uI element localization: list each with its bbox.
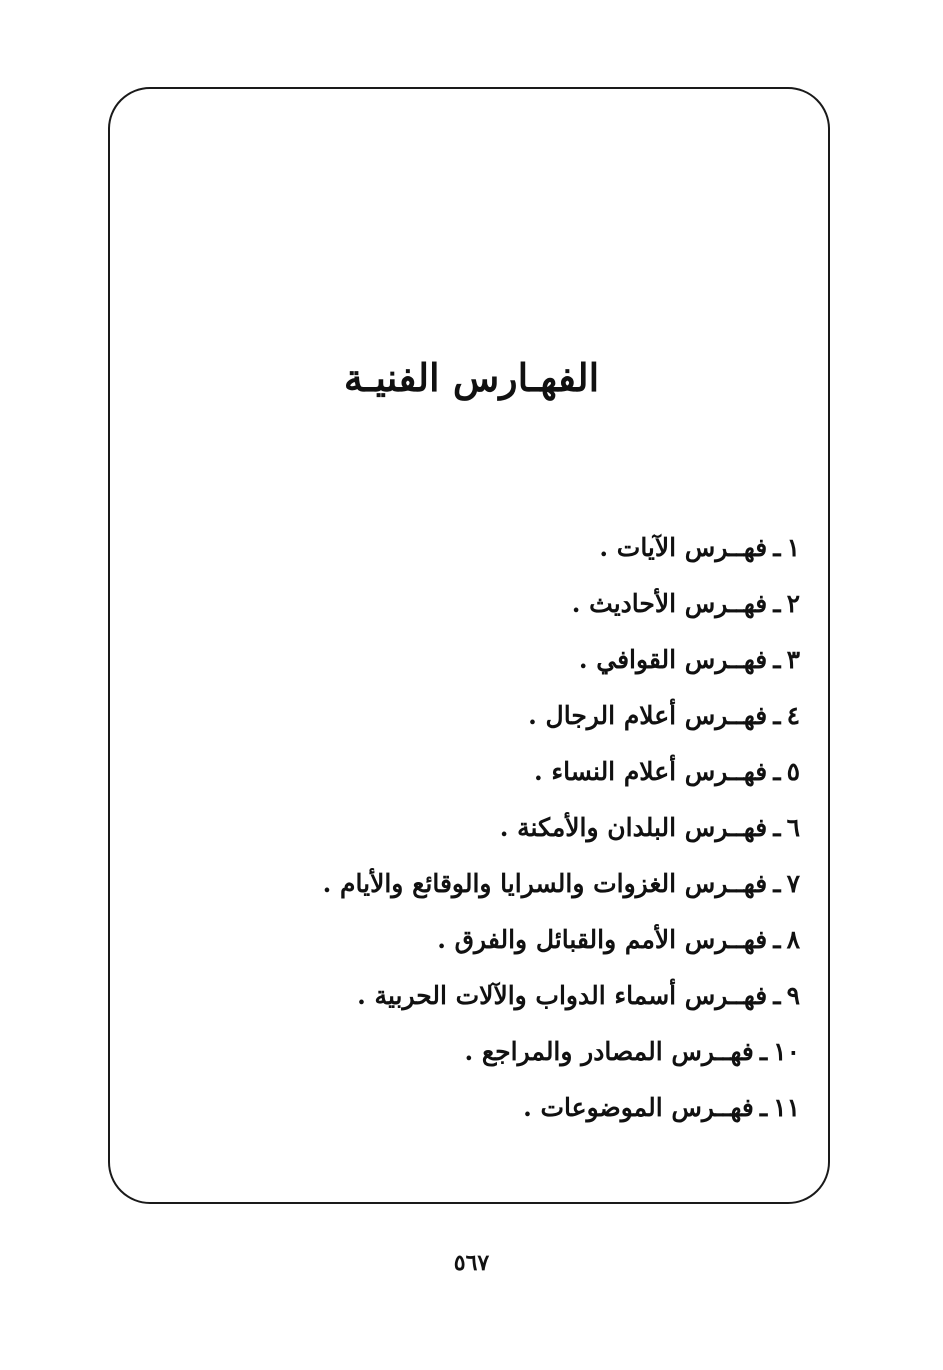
index-item-text: فهــرس أعلام الرجال . bbox=[528, 701, 768, 730]
index-item-separator: ـ bbox=[773, 757, 781, 786]
page-title: الفهـارس الفنيـة bbox=[343, 355, 600, 400]
index-item-text: فهــرس البلدان والأمكنة . bbox=[499, 813, 768, 842]
index-item-separator: ـ bbox=[759, 1037, 768, 1066]
index-item-number: ٢ bbox=[786, 589, 800, 618]
index-item bbox=[280, 968, 800, 1024]
index-item-number: ١١ bbox=[773, 1093, 800, 1122]
index-item-separator: ـ bbox=[773, 589, 781, 618]
index-item-text: فهــرس الغزوات والسرايا والوقائع والأيام . bbox=[322, 869, 768, 898]
index-item-text: فهــرس الآيات . bbox=[599, 533, 768, 562]
index-item-text: فهــرس القوافي . bbox=[578, 645, 768, 674]
index-item-text: فهــرس الأمم والقبائل والفرق . bbox=[437, 925, 768, 954]
index-item-number: ٨ bbox=[786, 925, 800, 954]
index-item-number: ٦ bbox=[786, 813, 800, 842]
index-item-text: فهــرس المصادر والمراجع . bbox=[464, 1037, 754, 1066]
index-item-separator: ـ bbox=[773, 813, 781, 842]
index-item-text: فهــرس أعلام النساء . bbox=[533, 757, 768, 786]
index-item-separator: ـ bbox=[773, 981, 781, 1010]
index-item-text: فهــرس أسماء الدواب والآلات الحربية . bbox=[357, 981, 768, 1010]
index-item-separator: ـ bbox=[773, 533, 781, 562]
index-item-number: ١ bbox=[786, 533, 800, 562]
index-item-text: فهــرس الموضوعات . bbox=[523, 1093, 754, 1122]
index-item-number: ٩ bbox=[786, 981, 800, 1010]
index-item-separator: ـ bbox=[773, 701, 781, 730]
index-list bbox=[280, 520, 800, 1136]
index-item-number: ٤ bbox=[786, 701, 800, 730]
index-item bbox=[280, 1024, 800, 1080]
index-item-number: ١٠ bbox=[773, 1037, 800, 1066]
index-item bbox=[280, 520, 800, 576]
index-item bbox=[280, 744, 800, 800]
index-item-separator: ـ bbox=[773, 645, 781, 674]
index-item bbox=[280, 688, 800, 744]
index-item-number: ٧ bbox=[786, 869, 800, 898]
index-item bbox=[280, 632, 800, 688]
index-item bbox=[280, 800, 800, 856]
index-item-number: ٣ bbox=[786, 645, 800, 674]
index-item-separator: ـ bbox=[773, 925, 781, 954]
index-item bbox=[280, 576, 800, 632]
index-item-separator: ـ bbox=[759, 1093, 768, 1122]
index-item-separator: ـ bbox=[773, 869, 781, 898]
index-item bbox=[280, 856, 800, 912]
index-item bbox=[280, 1080, 800, 1136]
index-item-text: فهــرس الأحاديث . bbox=[571, 589, 768, 618]
page-number: ٥٦٧ bbox=[453, 1250, 490, 1276]
index-item bbox=[280, 912, 800, 968]
index-item-number: ٥ bbox=[786, 757, 800, 786]
